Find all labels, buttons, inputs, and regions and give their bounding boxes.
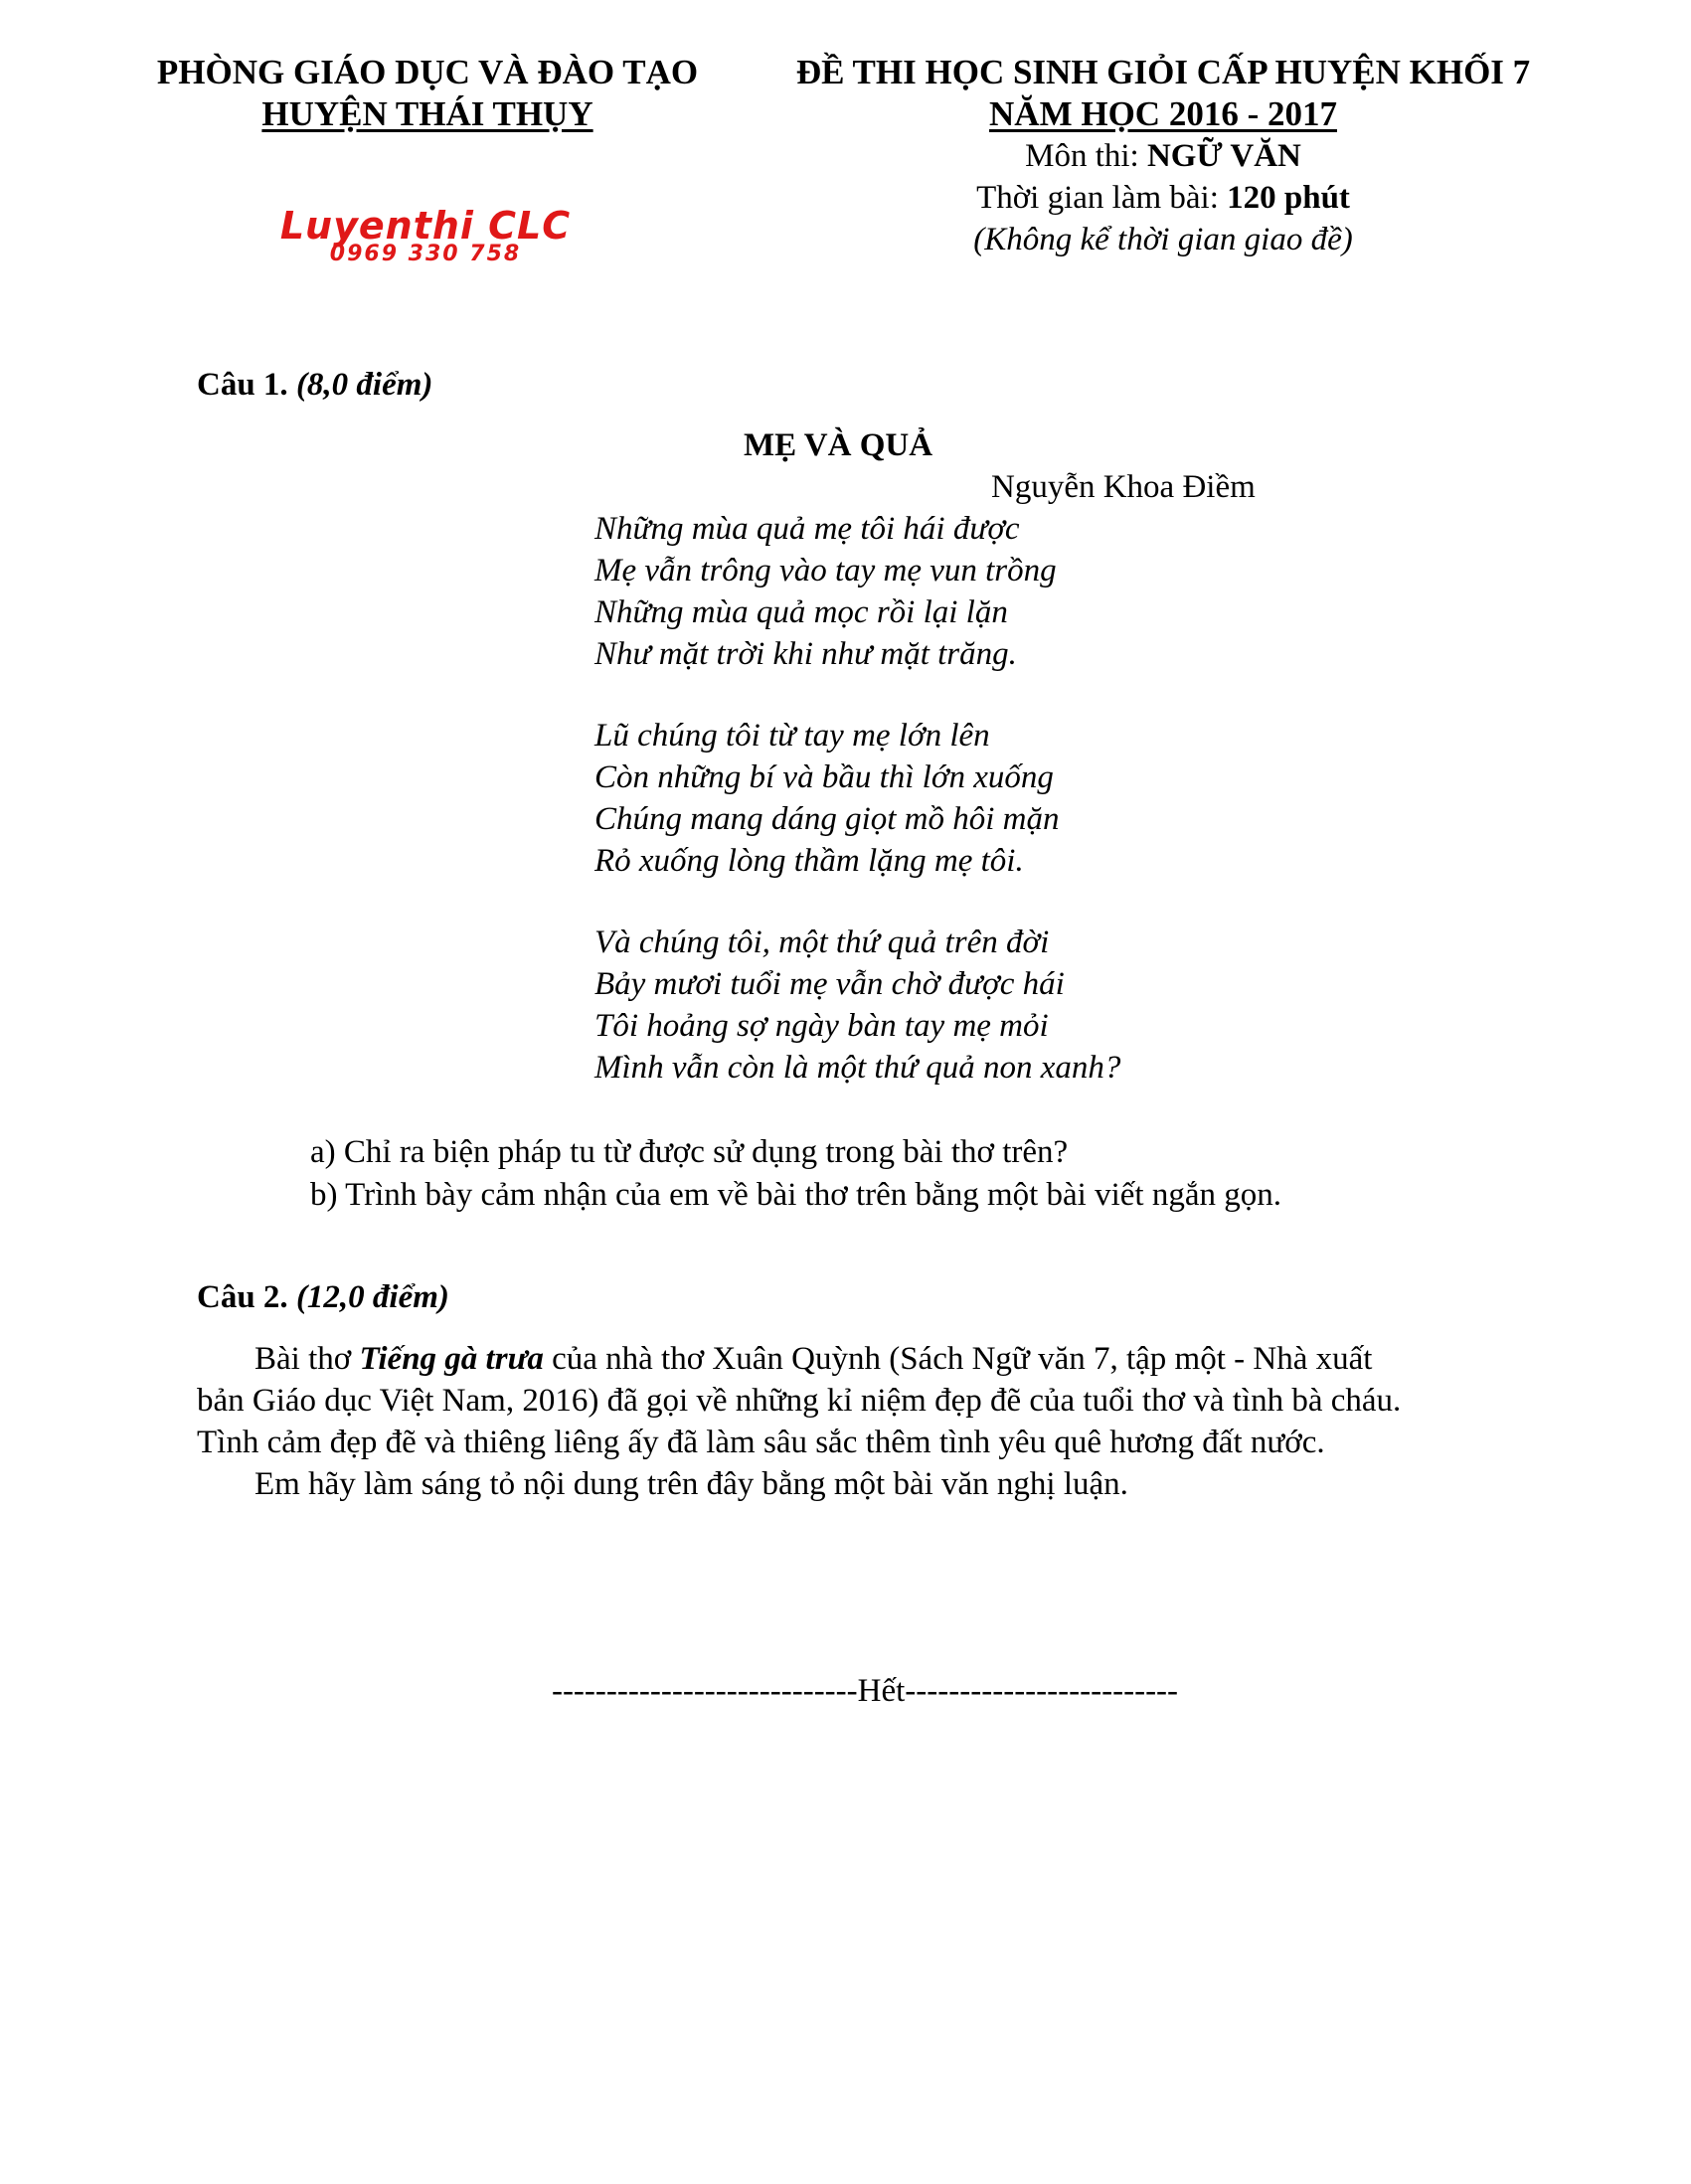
task-a: a) Chỉ ra biện pháp tu từ được sử dụng trong bài thơ trên? [310, 1134, 1069, 1170]
exam-title: ĐỀ THI HỌC SINH GIỎI CẤP HUYỆN KHỐI 7 [795, 53, 1531, 91]
time-label: Thời gian làm bài: [976, 180, 1219, 216]
poem-title: MẸ VÀ QUẢ [744, 427, 933, 463]
poem-line: Chúng mang dáng giọt mồ hôi mặn [594, 801, 1060, 837]
question-1-label: Câu 1. [197, 367, 288, 403]
poem-reference-title: Tiếng gà trưa [359, 1341, 544, 1377]
department-name: PHÒNG GIÁO DỤC VÀ ĐÀO TẠO [156, 53, 699, 91]
school-year: NĂM HỌC 2016 - 2017 [989, 94, 1337, 133]
logo-name: Luyenthi CLC [279, 204, 572, 248]
poem-line: Mình vẫn còn là một thứ quả non xanh? [594, 1050, 1121, 1086]
poem-line: Lũ chúng tôi từ tay mẹ lớn lên [594, 718, 990, 754]
question-2-line-2: bản Giáo dục Việt Nam, 2016) đã gọi về những kỉ niệm đẹp đẽ của tuổi thơ và tình bà cháu. [197, 1383, 1402, 1419]
poem-line: Còn những bí và bầu thì lớn xuống [594, 759, 1054, 795]
poem-stanza-2 [594, 715, 1060, 882]
subject-label: Môn thi: [1025, 138, 1139, 174]
poem-line: Như mặt trời khi như mặt trăng. [594, 636, 1017, 672]
poem-line: Bảy mươi tuổi mẹ vẫn chờ được hái [594, 966, 1065, 1002]
luyenthi-logo [266, 204, 585, 266]
question-1-points: (8,0 điểm) [295, 367, 433, 403]
poem-author: Nguyễn Khoa Điềm [991, 469, 1256, 505]
subject-line [765, 135, 1561, 177]
question-2-heading [197, 1276, 449, 1318]
question-2-label: Câu 2. [197, 1279, 288, 1315]
poem-line: Rỏ xuống lòng thầm lặng mẹ tôi. [594, 843, 1024, 879]
question-2-points: (12,0 điểm) [295, 1279, 449, 1315]
q2-text: của nhà thơ Xuân Quỳnh (Sách Ngữ văn 7, tập một - Nhà xuất [543, 1341, 1373, 1377]
poem-line: Mẹ vẫn trông vào tay mẹ vun trồng [594, 553, 1057, 588]
question-2-line-3: Tình cảm đẹp đẽ và thiêng liêng ấy đã làm sâu sắc thêm tình yêu quê hương đất nước. [197, 1425, 1325, 1460]
district-name: HUYỆN THÁI THỤY [261, 94, 593, 133]
logo-phone: 0969 330 758 [329, 242, 522, 266]
poem-stanza-1 [594, 508, 1057, 675]
time-note: (Không kể thời gian giao đề) [973, 222, 1353, 257]
poem-line: Tôi hoảng sợ ngày bàn tay mẹ mỏi [594, 1008, 1049, 1044]
end-marker: ----------------------------Hết------------------------- [551, 1673, 1179, 1709]
question-2-line-4: Em hãy làm sáng tỏ nội dung trên đây bằng một bài văn nghị luận. [254, 1466, 1128, 1502]
question-2-line-1 [254, 1338, 1372, 1380]
time-value: 120 phút [1227, 180, 1350, 216]
header-right [765, 52, 1561, 260]
q2-text: Bài thơ [254, 1341, 360, 1377]
task-b: b) Trình bày cảm nhận của em về bài thơ trên bằng một bài viết ngắn gọn. [310, 1177, 1281, 1213]
poem-line: Và chúng tôi, một thứ quả trên đời [594, 924, 1050, 960]
subject-value: NGỮ VĂN [1146, 138, 1301, 174]
poem-line: Những mùa quả mọc rồi lại lặn [594, 594, 1008, 630]
header-left [129, 52, 726, 135]
poem-line: Những mùa quả mẹ tôi hái được [594, 511, 1020, 547]
question-1-heading [197, 364, 432, 406]
poem-stanza-3 [594, 922, 1120, 1089]
time-line [765, 177, 1561, 219]
